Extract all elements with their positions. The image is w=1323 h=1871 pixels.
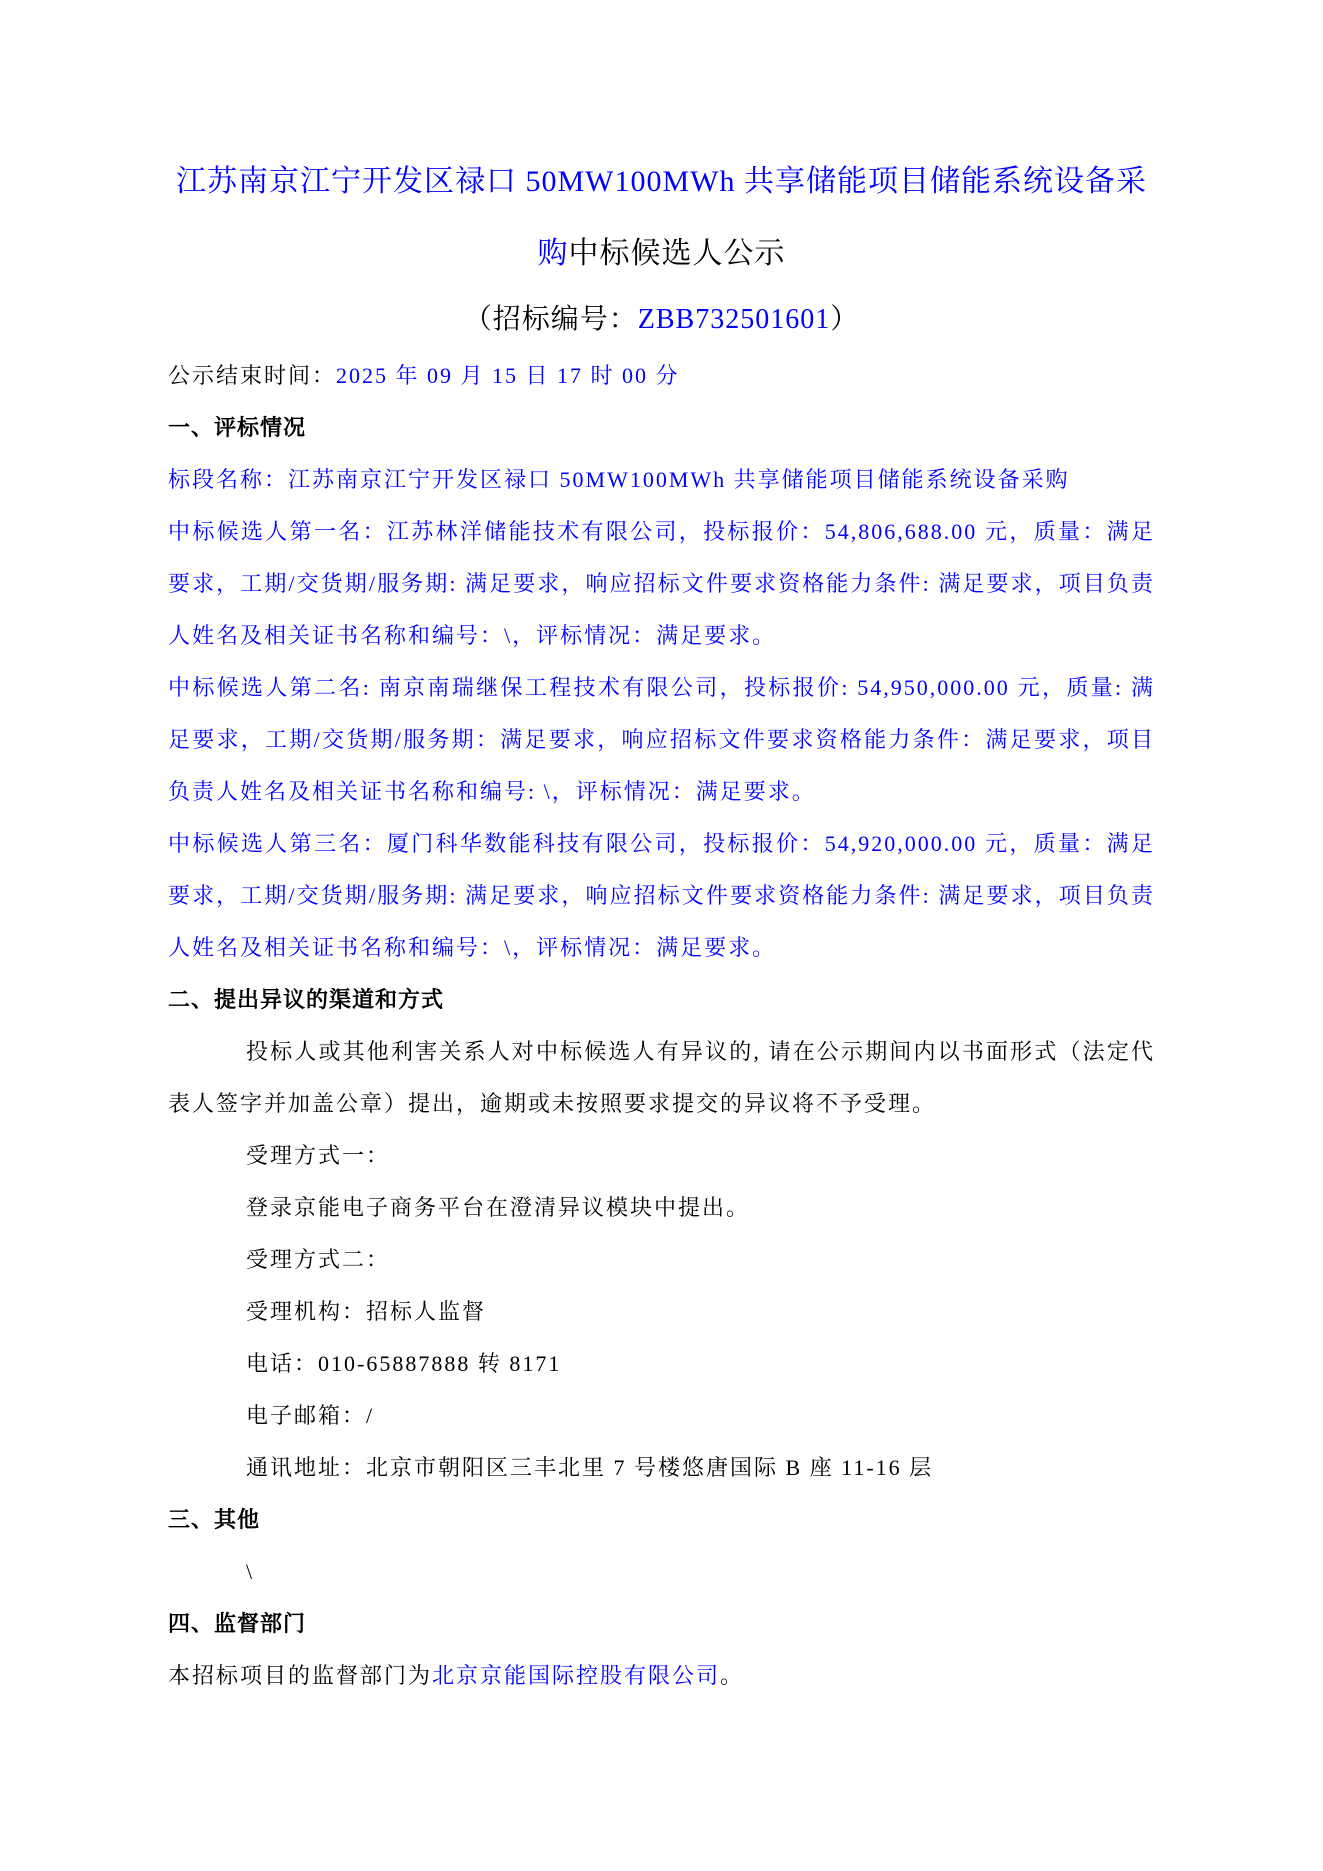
accept-org-line: 受理机构：招标人监督 xyxy=(246,1299,487,1324)
supervision-suffix: 。 xyxy=(720,1663,745,1688)
bid-number-line xyxy=(168,290,1155,350)
document-title xyxy=(168,146,1155,290)
supervision-dept-name: 北京京能国际控股有限公司 xyxy=(432,1663,721,1688)
deadline-line xyxy=(168,350,1155,402)
candidate-1-paragraph: 中标候选人第一名：江苏林洋储能技术有限公司，投标报价：54,806,688.00 元，质量：满足要求，工期/交货期/服务期: 满足要求，响应招标文件要求资格能力条件: 满足要求，项目负责人姓名及相关证书名称和编号：\，评标情况：满足要求。 xyxy=(168,519,1155,648)
section3-heading: 三、其他 xyxy=(168,1507,261,1532)
bid-number-prefix: （招标编号： xyxy=(463,304,638,335)
title-line1: 江苏南京江宁开发区禄口 50MW100MWh 共享储能项目储能系统设备采 xyxy=(176,165,1147,198)
objection-intro-paragraph: 投标人或其他利害关系人对中标候选人有异议的, 请在公示期间内以书面形式（法定代表人签字并加盖公章）提出，逾期或未按照要求提交的异议将不予受理。 xyxy=(168,1039,1155,1116)
address-line: 通讯地址：北京市朝阳区三丰北里 7 号楼悠唐国际 B 座 11-16 层 xyxy=(246,1455,934,1480)
platform-line: 登录京能电子商务平台在澄清异议模块中提出。 xyxy=(246,1195,751,1220)
deadline-label: 公示结束时间： xyxy=(168,363,337,388)
phone-line: 电话：010-65887888 转 8171 xyxy=(246,1351,562,1376)
accept-method-2-line: 受理方式二： xyxy=(246,1247,391,1272)
accept-method-1-line: 受理方式一： xyxy=(246,1143,391,1168)
section4-heading: 四、监督部门 xyxy=(168,1611,307,1636)
section3-content: \ xyxy=(246,1559,255,1584)
supervision-prefix: 本招标项目的监督部门为 xyxy=(168,1663,433,1688)
candidate-3-paragraph: 中标候选人第三名：厦门科华数能科技有限公司，投标报价：54,920,000.00 元，质量：满足要求，工期/交货期/服务期: 满足要求，响应招标文件要求资格能力条件: 满足要求，项目负责人姓名及相关证书名称和编号：\，评标情况：满足要求。 xyxy=(168,831,1155,960)
deadline-value: 2025 年 09 月 15 日 17 时 00 分 xyxy=(336,363,680,388)
title-line2-black: 中标候选人公示 xyxy=(568,237,786,270)
candidate-2-paragraph: 中标候选人第二名: 南京南瑞继保工程技术有限公司，投标报价: 54,950,000.00 元，质量: 满足要求，工期/交货期/服务期：满足要求，响应招标文件要求资格能力条件：满足要求，项目负责人姓名及相关证书名称和编号: \，评标情况：满足要求。 xyxy=(168,675,1155,804)
email-line: 电子邮箱：/ xyxy=(246,1403,375,1428)
bid-number-suffix: ） xyxy=(830,304,860,335)
supervision-line xyxy=(168,1650,1155,1702)
lot-name-line: 标段名称：江苏南京江宁开发区禄口 50MW100MWh 共享储能项目储能系统设备采购 xyxy=(168,467,1070,492)
section2-heading: 二、提出异议的渠道和方式 xyxy=(168,987,445,1012)
bid-number-code: ZBB732501601 xyxy=(637,304,831,335)
section1-heading: 一、评标情况 xyxy=(168,415,307,440)
title-line2-blue: 购 xyxy=(537,237,569,270)
